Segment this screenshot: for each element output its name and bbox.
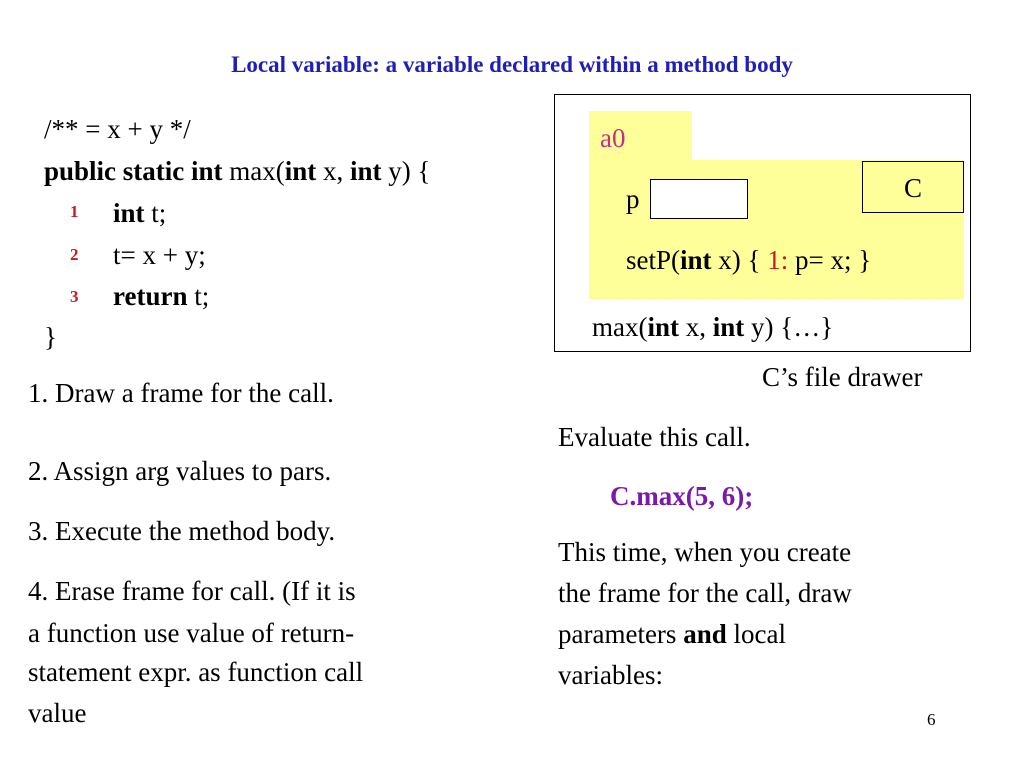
field-value-box — [650, 179, 748, 219]
max-type-x: int — [647, 312, 679, 342]
evaluate-text: Evaluate this call. — [558, 422, 751, 452]
field-label: p — [626, 184, 640, 214]
step-1: 1. Draw a frame for the call. — [28, 378, 334, 408]
explain-line-1: This time, when you create — [558, 537, 852, 567]
line-number: 3 — [70, 287, 79, 306]
code-keyword: int — [113, 198, 145, 228]
step-3: 3. Execute the method body. — [28, 516, 336, 546]
max-param-y: y) {…} — [744, 312, 834, 342]
signature-param-x: x, — [316, 156, 351, 186]
object-name: a0 — [600, 123, 626, 153]
explain-line-3 — [558, 619, 786, 650]
explain-text: parameters — [558, 619, 684, 649]
slide-title: Local variable: a variable declared within a method body — [231, 52, 793, 77]
class-name-box: C — [862, 161, 964, 213]
code-line — [113, 240, 206, 270]
setp-body: p= x; } — [788, 245, 872, 275]
max-name: max( — [592, 312, 648, 342]
setp-line-number: 1: — [767, 245, 789, 275]
max-method — [592, 312, 833, 343]
code-keyword: return — [113, 281, 188, 311]
explain-line-4: variables: — [558, 660, 663, 690]
code-line — [113, 198, 166, 228]
step-4-line-2: a function use value of return- — [28, 618, 355, 648]
step-4-line-3: statement expr. as function call — [28, 657, 364, 687]
code-text: t; — [187, 281, 210, 311]
max-param-x: x, — [679, 312, 713, 342]
max-type-y: int — [712, 312, 745, 342]
setp-type: int — [680, 245, 712, 275]
explain-line-2: the frame for the call, draw — [558, 578, 852, 608]
method-signature — [44, 156, 431, 186]
signature-modifiers: public static int — [44, 156, 223, 186]
step-4-line-1: 4. Erase frame for call. (If it is — [28, 576, 356, 606]
step-4-line-4: value — [28, 698, 87, 728]
signature-param-y: y) { — [381, 156, 431, 186]
setp-method — [626, 245, 871, 276]
signature-name: max( — [222, 156, 285, 186]
signature-type-y: int — [350, 156, 382, 186]
method-call: C.max(5, 6); — [610, 481, 754, 511]
explain-emphasis: and — [683, 619, 727, 649]
explain-text: local — [726, 619, 786, 649]
code-closing-brace: } — [44, 322, 57, 352]
page-number: 6 — [927, 710, 936, 729]
code-comment: /** = x + y */ — [44, 114, 191, 144]
code-line — [113, 281, 209, 311]
setp-param: x) { — [711, 245, 768, 275]
signature-type-x: int — [284, 156, 317, 186]
line-number: 1 — [70, 202, 79, 221]
step-2: 2. Assign arg values to pars. — [28, 456, 332, 486]
code-text: t; — [144, 198, 167, 228]
code-text: t= x + y; — [113, 240, 206, 270]
drawer-caption: C’s file drawer — [762, 362, 923, 392]
line-number: 2 — [70, 245, 79, 264]
setp-name: setP( — [626, 245, 680, 275]
